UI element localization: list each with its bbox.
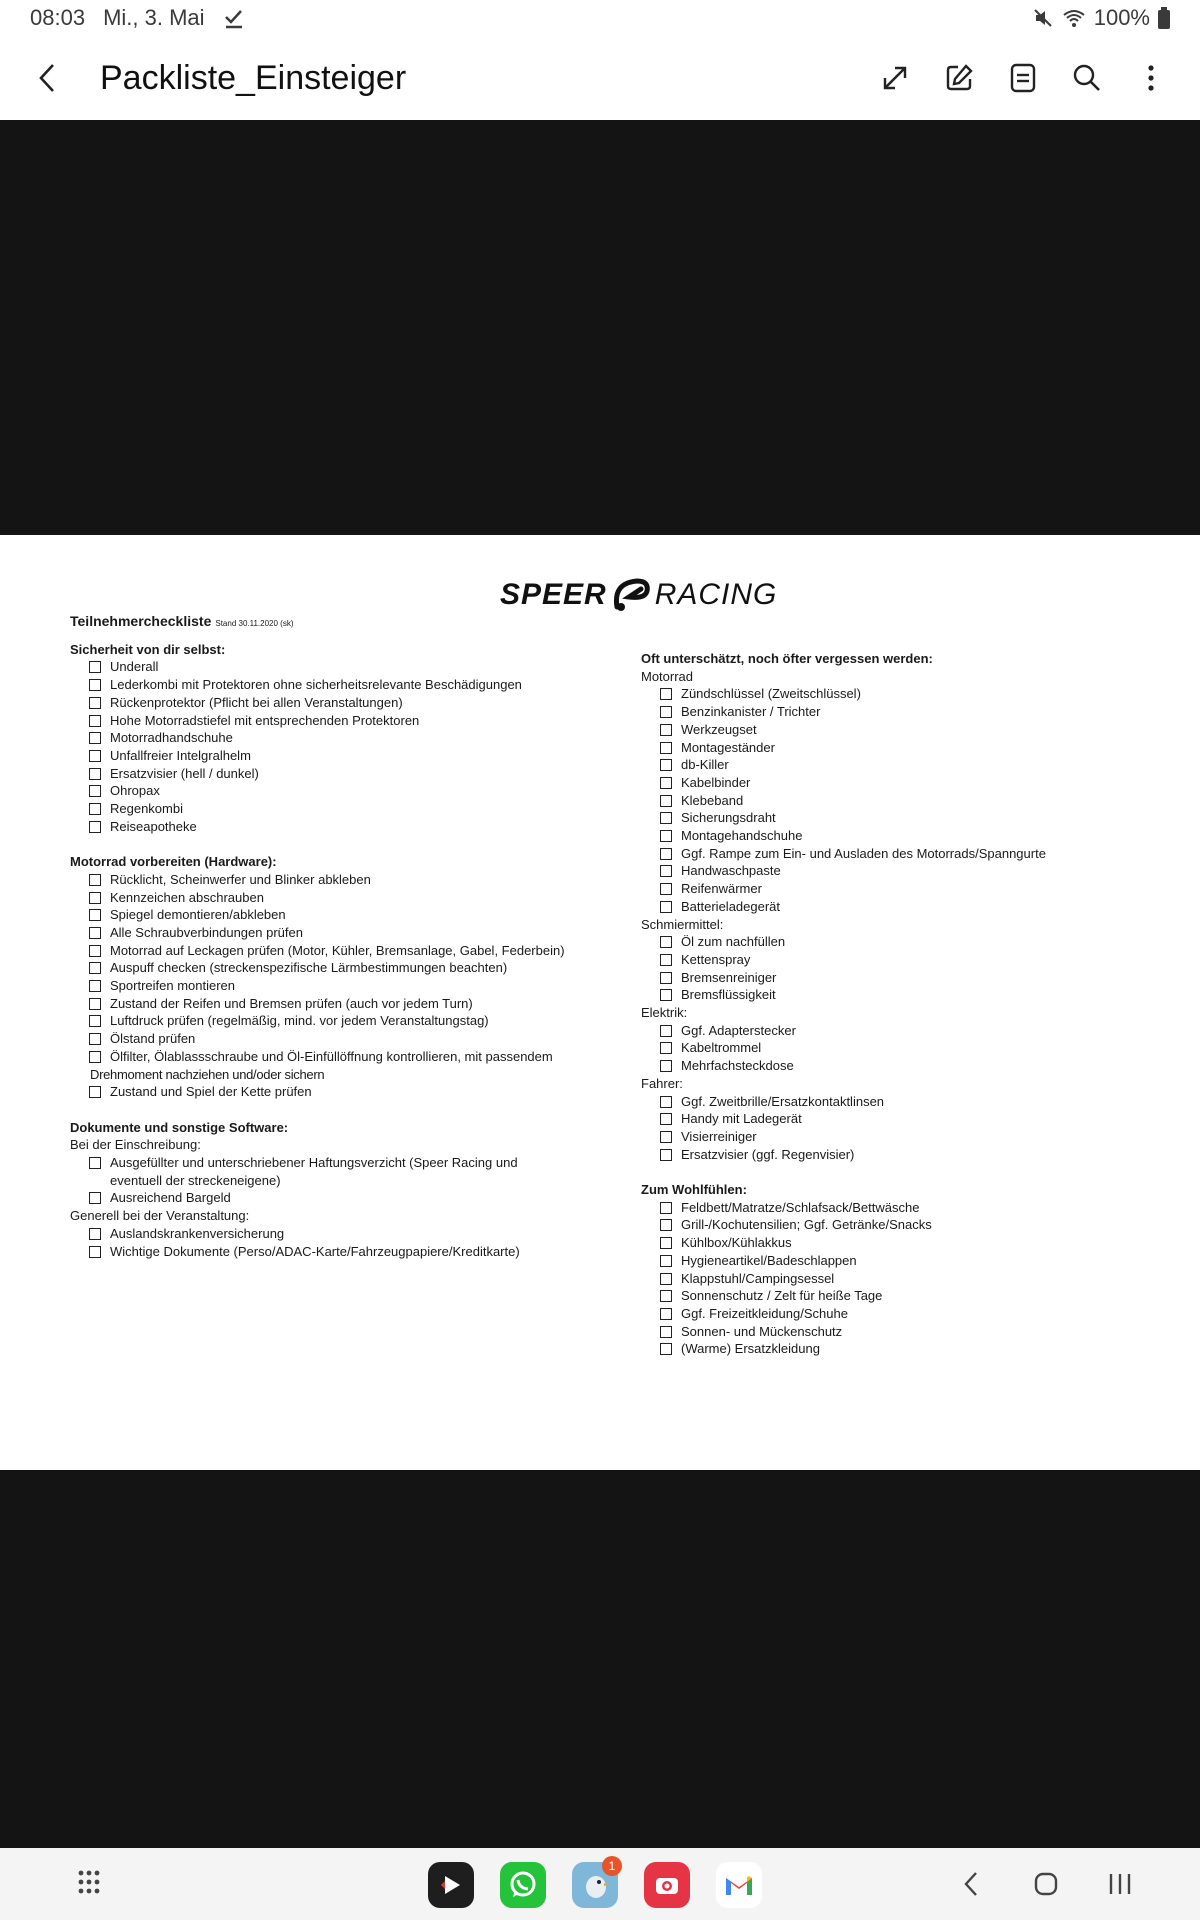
section-title: Oft unterschätzt, noch öfter vergessen werden:: [641, 651, 933, 666]
checklist-item[interactable]: Zustand und Spiel der Kette prüfen: [70, 1083, 590, 1101]
checkbox[interactable]: [660, 954, 672, 966]
app-bar: [0, 36, 1200, 120]
back-nav-button[interactable]: [956, 1868, 988, 1900]
checkbox[interactable]: [660, 830, 672, 842]
gmail-icon[interactable]: [716, 1862, 762, 1908]
dock: [428, 1859, 762, 1908]
edit-icon: [944, 63, 974, 93]
checkbox[interactable]: [89, 909, 101, 921]
mute-icon: [1032, 7, 1054, 29]
checklist-item[interactable]: Öl zum nachfüllen: [641, 933, 1161, 951]
checkbox[interactable]: [89, 1157, 101, 1169]
checklist-item[interactable]: Grill-/Kochutensilien; Ggf. Getränke/Snacks: [641, 1216, 1161, 1234]
checkbox[interactable]: [660, 1237, 672, 1249]
checkbox[interactable]: [660, 742, 672, 754]
checkbox[interactable]: [660, 883, 672, 895]
checklist-item[interactable]: Regenkombi: [70, 800, 590, 818]
checklist-item[interactable]: Zustand der Reifen und Bremsen prüfen (auch vor jedem Turn): [70, 995, 590, 1013]
checklist-item[interactable]: Auspuff checken (streckenspezifische Lärmbestimmungen beachten): [70, 959, 590, 977]
item-continuation: eventuell der streckeneigene): [110, 1172, 281, 1188]
checkbox[interactable]: [660, 1273, 672, 1285]
more-options-button[interactable]: [1128, 55, 1174, 101]
checkbox[interactable]: [89, 821, 101, 833]
checkbox[interactable]: [660, 1308, 672, 1320]
checklist-item[interactable]: Sportreifen montieren: [70, 977, 590, 995]
checklist-item[interactable]: Lederkombi mit Protektoren ohne sicherheitsrelevante Beschädigungen: [70, 676, 590, 694]
checklist-item[interactable]: db-Killer: [641, 756, 1161, 774]
checklist-item[interactable]: Kettenspray: [641, 951, 1161, 969]
speer-racing-logo: SPEER RACING: [500, 578, 778, 611]
checkbox[interactable]: [89, 1086, 101, 1098]
group-label: Generell bei der Veranstaltung:: [70, 1208, 250, 1224]
checkbox[interactable]: [89, 768, 101, 780]
checkbox[interactable]: [660, 1202, 672, 1214]
checklist-item[interactable]: Zündschlüssel (Zweitschlüssel): [641, 685, 1161, 703]
checklist-item[interactable]: Kabelbinder: [641, 774, 1161, 792]
checkbox[interactable]: [660, 936, 672, 948]
checklist-item[interactable]: Batterieladegerät: [641, 898, 1161, 916]
checkbox[interactable]: [89, 661, 101, 673]
checkbox[interactable]: [660, 901, 672, 913]
search-button[interactable]: [1064, 55, 1110, 101]
checkbox[interactable]: [89, 750, 101, 762]
section-title: Dokumente und sonstige Software:: [70, 1119, 289, 1135]
checklist-item[interactable]: Ggf. Freizeitkleidung/Schuhe: [641, 1305, 1161, 1323]
checklist-item[interactable]: Handwaschpaste: [641, 862, 1161, 880]
checklist-item[interactable]: Werkzeugset: [641, 721, 1161, 739]
checkmark-icon: [223, 7, 245, 29]
checkbox[interactable]: [660, 777, 672, 789]
checkbox[interactable]: [89, 1033, 101, 1045]
checklist-item[interactable]: Rücklicht, Scheinwerfer und Blinker abkleben: [70, 871, 590, 889]
checklist-item[interactable]: Reifenwärmer: [641, 880, 1161, 898]
wifi-icon: [1062, 7, 1086, 29]
checklist-item[interactable]: Underall: [70, 658, 590, 676]
checkbox[interactable]: [89, 1192, 101, 1204]
checklist-item[interactable]: Ggf. Zweitbrille/Ersatzkontaktlinsen: [641, 1093, 1161, 1111]
expand-icon: [881, 64, 909, 92]
checklist-item[interactable]: Ölfilter, Ölablassschraube und Öl-Einfüllöffnung kontrollieren, mit passendem: [70, 1048, 590, 1066]
checkbox[interactable]: [89, 732, 101, 744]
section-title: Sicherheit von dir selbst:: [70, 641, 226, 657]
battery-icon: [1158, 7, 1170, 29]
checkbox[interactable]: [89, 785, 101, 797]
checklist-item[interactable]: Rückenprotektor (Pflicht bei allen Veranstaltungen): [70, 694, 590, 712]
checklist-item[interactable]: Kabeltrommel: [641, 1039, 1161, 1057]
stand-date: Stand 30.11.2020 (sk): [215, 619, 294, 628]
viewer-background-top: [0, 120, 1200, 535]
checklist-item[interactable]: (Warme) Ersatzkleidung: [641, 1340, 1161, 1358]
checkbox[interactable]: [89, 998, 101, 1010]
checkbox[interactable]: [89, 1051, 101, 1063]
checkbox[interactable]: [660, 724, 672, 736]
checklist-item[interactable]: Mehrfachsteckdose: [641, 1057, 1161, 1075]
recents-icon: [1107, 1871, 1133, 1897]
checklist-item[interactable]: Wichtige Dokumente (Perso/ADAC-Karte/Fahrzeugpapiere/Kreditkarte): [70, 1243, 590, 1261]
checklist-item[interactable]: Hygieneartikel/Badeschlappen: [641, 1252, 1161, 1270]
checkbox[interactable]: [660, 848, 672, 860]
checkbox[interactable]: [660, 1255, 672, 1267]
navigation-bar: [0, 1848, 1200, 1920]
checkbox[interactable]: [89, 1246, 101, 1258]
edit-button[interactable]: [936, 55, 982, 101]
checkbox[interactable]: [660, 688, 672, 700]
reader-mode-button[interactable]: [1000, 55, 1046, 101]
checkbox[interactable]: [89, 874, 101, 886]
checkbox[interactable]: [660, 1326, 672, 1338]
checklist-item[interactable]: Sonnenschutz / Zelt für heiße Tage: [641, 1287, 1161, 1305]
checklist-item[interactable]: Bremsflüssigkeit: [641, 986, 1161, 1004]
checklist-item[interactable]: Ersatzvisier (ggf. Regenvisier): [641, 1146, 1161, 1164]
item-continuation: Drehmoment nachziehen und/oder sichern: [90, 1066, 325, 1082]
checklist-item[interactable]: Ersatzvisier (hell / dunkel): [70, 765, 590, 783]
group-label: Fahrer:: [641, 1075, 683, 1091]
checkbox[interactable]: [660, 1131, 672, 1143]
group-label: Schmiermittel:: [641, 916, 724, 932]
recents-button[interactable]: [1104, 1868, 1136, 1900]
checkbox[interactable]: [660, 1343, 672, 1355]
video-app-icon[interactable]: [428, 1862, 474, 1908]
app-drawer-button[interactable]: [76, 1868, 108, 1900]
back-button[interactable]: [26, 56, 70, 100]
checklist-item[interactable]: Alle Schraubverbindungen prüfen: [70, 924, 590, 942]
camera-app-icon[interactable]: [644, 1862, 690, 1908]
checkbox[interactable]: [660, 1042, 672, 1054]
group-label: Bei der Einschreibung:: [70, 1137, 201, 1153]
checklist-item[interactable]: Benzinkanister / Trichter: [641, 703, 1161, 721]
battery-level: 100%: [1093, 5, 1150, 30]
checkbox[interactable]: [660, 865, 672, 877]
checkbox[interactable]: [660, 759, 672, 771]
checkbox[interactable]: [660, 795, 672, 807]
checklist-item[interactable]: Klappstuhl/Campingsessel: [641, 1270, 1161, 1288]
section-title: Zum Wohlfühlen:: [641, 1182, 747, 1198]
checklist-item[interactable]: Ohropax: [70, 782, 590, 800]
checklist-item[interactable]: Kühlbox/Kühlakkus: [641, 1234, 1161, 1252]
section-title: Motorrad vorbereiten (Hardware):: [70, 854, 277, 870]
checkbox[interactable]: [89, 892, 101, 904]
checklist-item[interactable]: Klebeband: [641, 792, 1161, 810]
checkbox[interactable]: [89, 1015, 101, 1027]
checkbox[interactable]: [89, 980, 101, 992]
status-time: 08:03: [30, 5, 86, 30]
checklist-item[interactable]: Sonnen- und Mückenschutz: [641, 1323, 1161, 1341]
checklist-item[interactable]: Bremsenreiniger: [641, 969, 1161, 987]
expand-button[interactable]: [872, 55, 918, 101]
checkbox[interactable]: [89, 679, 101, 691]
reader-icon: [1010, 63, 1036, 93]
bird-app-icon[interactable]: [572, 1859, 618, 1908]
group-label: Elektrik:: [641, 1005, 688, 1021]
checkbox[interactable]: [89, 927, 101, 939]
checklist-item[interactable]: Ausgefüllter und unterschriebener Haftungsverzicht (Speer Racing und: [70, 1154, 590, 1172]
checkbox[interactable]: [89, 945, 101, 957]
checklist-item[interactable]: Kennzeichen abschrauben: [70, 889, 590, 907]
app-grid-icon: [76, 1868, 108, 1900]
checkbox[interactable]: [660, 706, 672, 718]
search-icon: [1072, 63, 1102, 93]
home-icon: [1033, 1871, 1059, 1897]
checklist-item[interactable]: Reiseapotheke: [70, 818, 590, 836]
checklist-item[interactable]: Hohe Motorradstiefel mit entsprechenden Protektoren: [70, 712, 590, 730]
checklist-right-column: [641, 650, 1161, 1358]
checklist-item[interactable]: Handy mit Ladegerät: [641, 1110, 1161, 1128]
checklist-item[interactable]: Visierreiniger: [641, 1128, 1161, 1146]
document-page[interactable]: [0, 535, 1200, 1470]
checkbox[interactable]: [660, 1025, 672, 1037]
checklist-item[interactable]: Ausreichend Bargeld: [70, 1189, 590, 1207]
checkbox[interactable]: [660, 989, 672, 1001]
status-bar: [0, 0, 1200, 36]
status-date: Mi., 3. Mai: [103, 5, 205, 30]
checklist-item[interactable]: Montagehandschuhe: [641, 827, 1161, 845]
checkbox[interactable]: [660, 1149, 672, 1161]
checklist-item[interactable]: Ölstand prüfen: [70, 1030, 590, 1048]
checkbox[interactable]: [660, 1060, 672, 1072]
checklist-title: Teilnehmercheckliste Stand 30.11.2020 (sk): [70, 613, 294, 629]
checklist-item[interactable]: Montageständer: [641, 739, 1161, 757]
more-icon: [1146, 63, 1156, 93]
checkbox[interactable]: [660, 1290, 672, 1302]
document-title: Packliste_Einsteiger: [100, 58, 407, 97]
checklist-item[interactable]: Feldbett/Matratze/Schlafsack/Bettwäsche: [641, 1199, 1161, 1217]
checkbox[interactable]: [89, 697, 101, 709]
checkbox[interactable]: [660, 1113, 672, 1125]
checklist-item[interactable]: Luftdruck prüfen (regelmäßig, mind. vor jedem Veranstaltungstag): [70, 1012, 590, 1030]
back-icon: [36, 63, 60, 93]
checkbox[interactable]: [660, 1219, 672, 1231]
checkbox[interactable]: [660, 1096, 672, 1108]
checklist-item[interactable]: Auslandskrankenversicherung: [70, 1225, 590, 1243]
home-button[interactable]: [1030, 1868, 1062, 1900]
checkbox[interactable]: [89, 715, 101, 727]
notification-badge: 1: [602, 1856, 622, 1876]
checkbox[interactable]: [660, 812, 672, 824]
logo-mark-icon: [611, 577, 651, 613]
checklist-item[interactable]: Motorrad auf Leckagen prüfen (Motor, Kühler, Bremsanlage, Gabel, Federbein): [70, 942, 590, 960]
whatsapp-icon[interactable]: [500, 1862, 546, 1908]
checkbox[interactable]: [89, 803, 101, 815]
checklist-left-column: [70, 613, 590, 1260]
viewer-background-bottom: [0, 1470, 1200, 1848]
checklist-item[interactable]: Unfallfreier Intelgralhelm: [70, 747, 590, 765]
checkbox[interactable]: [660, 972, 672, 984]
checkbox[interactable]: [89, 962, 101, 974]
checklist-item[interactable]: Spiegel demontieren/abkleben: [70, 906, 590, 924]
checkbox[interactable]: [89, 1228, 101, 1240]
group-label: Motorrad: [641, 668, 694, 684]
checklist-item[interactable]: Sicherungsdraht: [641, 809, 1161, 827]
nav-back-icon: [962, 1870, 982, 1898]
checklist-item[interactable]: Ggf. Adapterstecker: [641, 1022, 1161, 1040]
checklist-item[interactable]: Ggf. Rampe zum Ein- und Ausladen des Motorrads/Spanngurte: [641, 845, 1161, 863]
checklist-item[interactable]: Motorradhandschuhe: [70, 729, 590, 747]
